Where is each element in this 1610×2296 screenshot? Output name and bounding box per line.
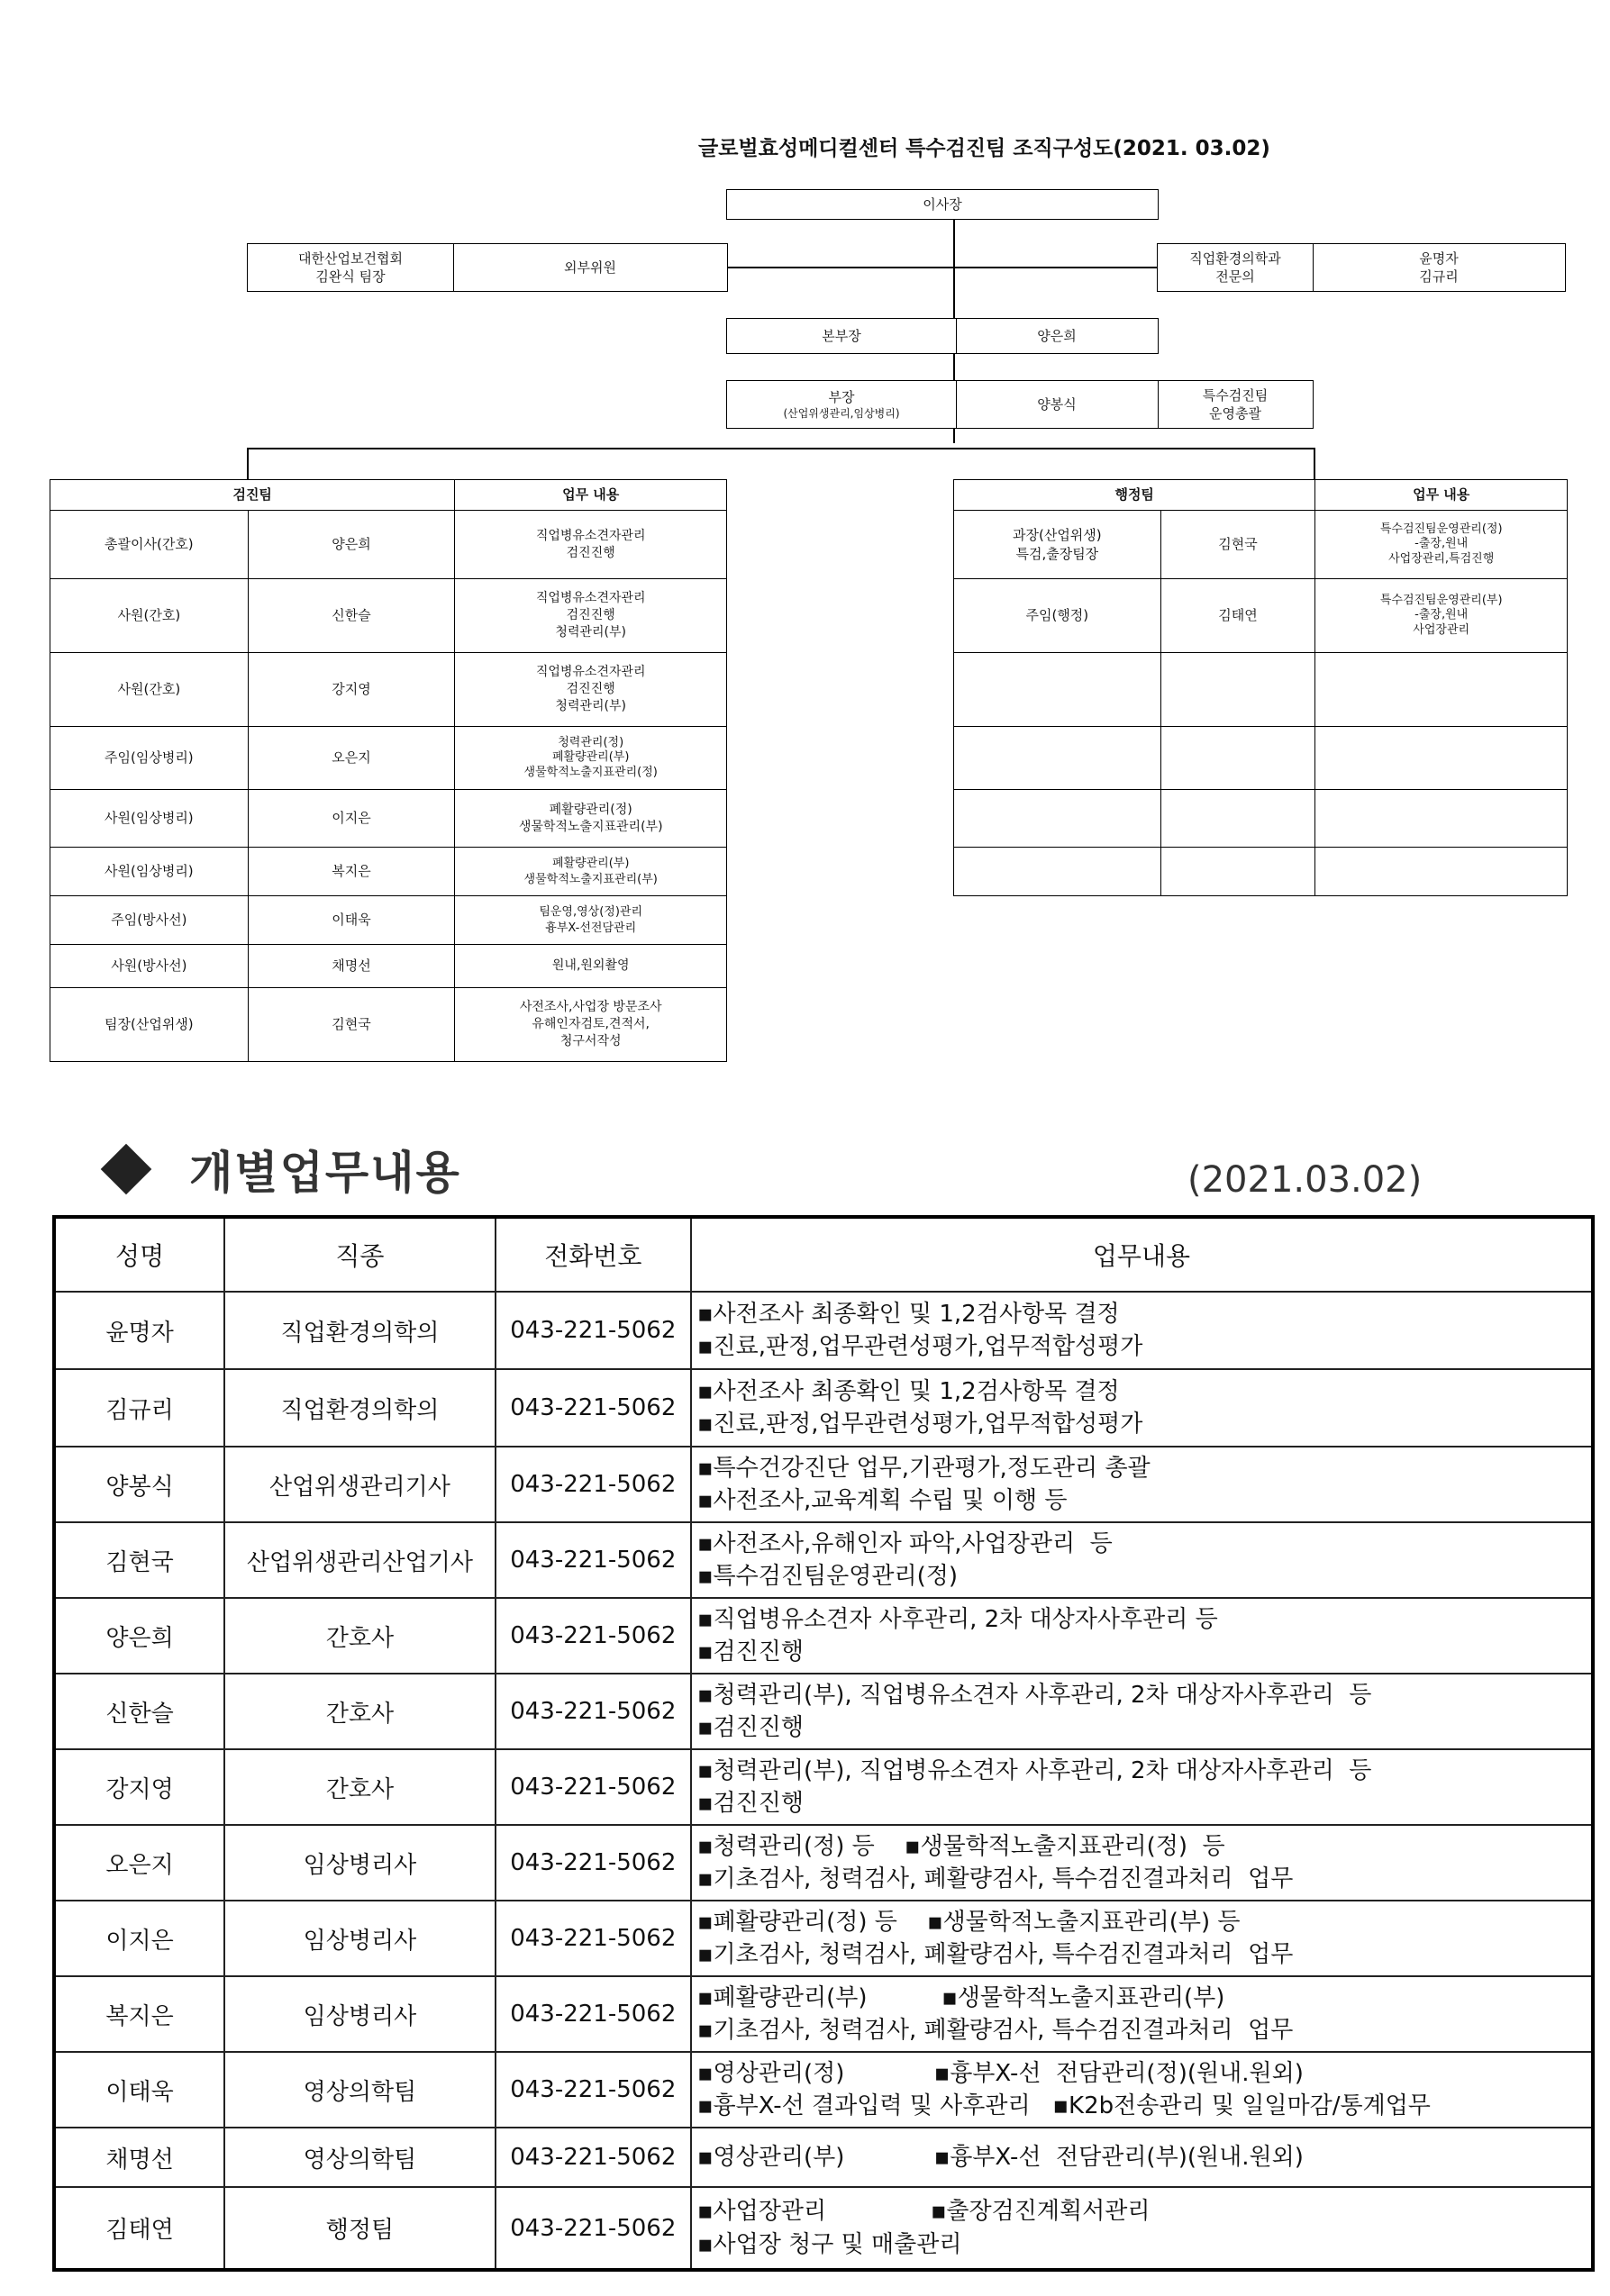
job-cell: 임상병리사 — [224, 1976, 496, 2052]
chairman-box — [726, 189, 1159, 220]
duty-cell: ▪사전조사,유해인자 파악,사업장관리 등 ▪특수검진팀운영관리(정) — [691, 1522, 1593, 1598]
job-cell: 직업환경의학의 — [224, 1292, 496, 1369]
name-cell: 오은지 — [54, 1825, 224, 1901]
duty-cell: 직업병유소견자관리 검진진행 — [455, 511, 727, 579]
table-row — [50, 579, 727, 653]
table-row — [50, 896, 727, 945]
table-row — [54, 2128, 1593, 2187]
phone-cell: 043-221-5062 — [496, 2128, 691, 2187]
phone-cell: 043-221-5062 — [496, 2052, 691, 2128]
name-cell: 채명선 — [54, 2128, 224, 2187]
division-head-box — [726, 318, 1159, 354]
position-cell: 사원(간호) — [50, 653, 249, 727]
phone-cell: 043-221-5062 — [496, 1522, 691, 1598]
duty-cell: 원내,원외촬영 — [455, 945, 727, 988]
connector-line — [247, 448, 249, 479]
table-row — [54, 1825, 1593, 1901]
name-cell: 양은희 — [248, 511, 455, 579]
chairman-label: 이사장 — [923, 195, 962, 213]
manager-box — [726, 380, 1314, 429]
table-row — [50, 653, 727, 727]
duty-cell: ▪직업병유소견자 사후관리, 2차 대상자사후관리 등 ▪검진진행 — [691, 1598, 1593, 1674]
table-row — [54, 1598, 1593, 1674]
position-cell: 사원(간호) — [50, 579, 249, 653]
table-row — [954, 653, 1568, 727]
job-cell: 임상병리사 — [224, 1825, 496, 1901]
table-row — [50, 790, 727, 848]
name-cell: 양은희 — [54, 1598, 224, 1674]
job-cell: 산업위생관리산업기사 — [224, 1522, 496, 1598]
table-row — [50, 511, 727, 579]
exam-team-header: 검진팀 — [50, 480, 455, 511]
table-row — [54, 1447, 1593, 1522]
table-row — [54, 2187, 1593, 2270]
name-cell: 김태연 — [54, 2187, 224, 2270]
duty-cell: 직업병유소견자관리 검진진행 청력관리(부) — [455, 579, 727, 653]
name-cell: 오은지 — [248, 727, 455, 790]
name-cell: 양봉식 — [54, 1447, 224, 1522]
name-cell: 신한슬 — [54, 1674, 224, 1749]
duty-cell: 청력관리(정) 폐활량관리(부) 생물학적노출지표관리(정) — [455, 727, 727, 790]
name-cell: 강지영 — [54, 1749, 224, 1825]
table-header-row — [54, 1217, 1593, 1292]
exam-team-duty-header: 업무 내용 — [455, 480, 727, 511]
job-cell: 간호사 — [224, 1749, 496, 1825]
duty-cell: 폐활량관리(부) 생물학적노출지표관리(부) — [455, 848, 727, 896]
name-cell: 이태욱 — [248, 896, 455, 945]
job-cell: 영상의학팀 — [224, 2128, 496, 2187]
position-cell: 총괄이사(간호) — [50, 511, 249, 579]
table-row — [54, 1292, 1593, 1369]
admin-team-duty-header: 업무 내용 — [1315, 480, 1568, 511]
table-row — [54, 1749, 1593, 1825]
phone-cell: 043-221-5062 — [496, 1749, 691, 1825]
advisor-names: 윤명자 김규리 — [1419, 250, 1459, 285]
phone-cell: 043-221-5062 — [496, 1976, 691, 2052]
duty-cell: 팀운영,영상(정)관리 흉부X-선전담관리 — [455, 896, 727, 945]
phone-cell: 043-221-5062 — [496, 1598, 691, 1674]
position-cell: 과장(산업위생) 특검,출장팀장 — [954, 511, 1161, 579]
table-row — [50, 988, 727, 1062]
table-row — [50, 848, 727, 896]
duty-cell: ▪사전조사 최종확인 및 1,2검사항목 결정 ▪진료,판정,업무관련성평가,업무적합성평가 — [691, 1292, 1593, 1369]
name-cell: 이지은 — [54, 1901, 224, 1976]
phone-cell: 043-221-5062 — [496, 2187, 691, 2270]
table-row — [50, 945, 727, 988]
individual-duties-table — [52, 1215, 1595, 2272]
position-cell: 주임(행정) — [954, 579, 1161, 653]
diamond-bullet-icon — [101, 1144, 152, 1195]
name-cell: 복지은 — [54, 1976, 224, 2052]
job-cell: 영상의학팀 — [224, 2052, 496, 2128]
table-row — [50, 727, 727, 790]
column-header: 성명 — [54, 1217, 224, 1292]
page-title: 글로벌효성메디컬센터 특수검진팀 조직구성도(2021. 03.02) — [698, 137, 1270, 160]
duty-cell: ▪영상관리(부) ▪흉부X-선 전담관리(부)(원내.원외) — [691, 2128, 1593, 2187]
table-row — [54, 1976, 1593, 2052]
name-cell: 김현국 — [1160, 511, 1315, 579]
division-head-name: 양은희 — [1037, 327, 1077, 344]
duty-cell: ▪청력관리(부), 직업병유소견자 사후관리, 2차 대상자사후관리 등 ▪검진진행 — [691, 1749, 1593, 1825]
advisor-specialty: 직업환경의학과 전문의 — [1189, 250, 1281, 285]
duty-cell: 폐활량관리(정) 생물학적노출지표관리(부) — [455, 790, 727, 848]
duty-cell: ▪폐활량관리(부) ▪생물학적노출지표관리(부) ▪기초검사, 청력검사, 폐활량검사, 특수검진결과처리 업무 — [691, 1976, 1593, 2052]
medical-advisor-box — [1157, 243, 1566, 292]
manager-title: 부장 — [828, 388, 855, 405]
division-head-title: 본부장 — [822, 327, 861, 344]
position-cell: 주임(방사선) — [50, 896, 249, 945]
manager-subtitle: (산업위생관리,임상병리) — [783, 407, 900, 421]
name-cell: 강지영 — [248, 653, 455, 727]
connector-line — [726, 267, 1159, 268]
table-row — [54, 1369, 1593, 1447]
job-cell: 임상병리사 — [224, 1901, 496, 1976]
section-date: (2021.03.02) — [1187, 1159, 1423, 1201]
table-row — [954, 727, 1568, 790]
position-cell: 사원(방사선) — [50, 945, 249, 988]
name-cell: 김규리 — [54, 1369, 224, 1447]
table-row — [54, 1522, 1593, 1598]
duty-cell: ▪폐활량관리(정) 등 ▪생물학적노출지표관리(부) 등 ▪기초검사, 청력검사, 폐활량검사, 특수검진결과처리 업무 — [691, 1901, 1593, 1976]
advisor-org: 대한산업보건협회 김완식 팀장 — [298, 250, 403, 285]
job-cell: 행정팀 — [224, 2187, 496, 2270]
phone-cell: 043-221-5062 — [496, 1369, 691, 1447]
column-header: 전화번호 — [496, 1217, 691, 1292]
duty-cell: 직업병유소견자관리 검진진행 청력관리(부) — [455, 653, 727, 727]
phone-cell: 043-221-5062 — [496, 1292, 691, 1369]
admin-team-table — [953, 479, 1568, 896]
job-cell: 간호사 — [224, 1598, 496, 1674]
job-cell: 직업환경의학의 — [224, 1369, 496, 1447]
job-cell: 산업위생관리기사 — [224, 1447, 496, 1522]
column-header: 직종 — [224, 1217, 496, 1292]
phone-cell: 043-221-5062 — [496, 1901, 691, 1976]
duty-cell: ▪사전조사 최종확인 및 1,2검사항목 결정 ▪진료,판정,업무관련성평가,업무적합성평가 — [691, 1369, 1593, 1447]
phone-cell: 043-221-5062 — [496, 1447, 691, 1522]
name-cell: 채명선 — [248, 945, 455, 988]
exam-team-table — [50, 479, 727, 1062]
name-cell: 김현국 — [54, 1522, 224, 1598]
name-cell: 김현국 — [248, 988, 455, 1062]
phone-cell: 043-221-5062 — [496, 1825, 691, 1901]
phone-cell: 043-221-5062 — [496, 1674, 691, 1749]
position-cell: 사원(임상병리) — [50, 848, 249, 896]
duty-cell: 사전조사,사업장 방문조사 유해인자검토,견적서, 청구서작성 — [455, 988, 727, 1062]
manager-name: 양봉식 — [1037, 395, 1077, 413]
external-advisor-box — [247, 243, 728, 292]
name-cell: 김태연 — [1160, 579, 1315, 653]
advisor-role: 외부위원 — [564, 259, 616, 276]
position-cell: 사원(임상병리) — [50, 790, 249, 848]
column-header: 업무내용 — [691, 1217, 1593, 1292]
job-cell: 간호사 — [224, 1674, 496, 1749]
table-row — [954, 511, 1568, 579]
table-row — [54, 1674, 1593, 1749]
duty-cell: 특수검진팀운영관리(부) -출장,원내 사업장관리 — [1315, 579, 1568, 653]
section-title: 개별업무내용 — [189, 1147, 461, 1199]
name-cell: 윤명자 — [54, 1292, 224, 1369]
name-cell: 이지은 — [248, 790, 455, 848]
duty-cell: ▪청력관리(부), 직업병유소견자 사후관리, 2차 대상자사후관리 등 ▪검진진행 — [691, 1674, 1593, 1749]
table-row — [954, 790, 1568, 848]
name-cell: 이태욱 — [54, 2052, 224, 2128]
duty-cell: ▪청력관리(정) 등 ▪생물학적노출지표관리(정) 등 ▪기초검사, 청력검사, 폐활량검사, 특수검진결과처리 업무 — [691, 1825, 1593, 1901]
duty-cell: 특수검진팀운영관리(정) -출장,원내 사업장관리,특검진행 — [1315, 511, 1568, 579]
name-cell: 복지은 — [248, 848, 455, 896]
duty-cell: ▪영상관리(정) ▪흉부X-선 전담관리(정)(원내.원외) ▪흉부X-선 결과입력 및 사후관리 ▪K2b전송관리 및 일일마감/통계업무 — [691, 2052, 1593, 2128]
name-cell: 신한슬 — [248, 579, 455, 653]
position-cell: 팀장(산업위생) — [50, 988, 249, 1062]
connector-line — [1314, 448, 1315, 479]
table-row — [54, 2052, 1593, 2128]
table-row — [954, 579, 1568, 653]
table-row — [954, 848, 1568, 896]
section-header — [99, 1137, 461, 1202]
duty-cell: ▪특수건강진단 업무,기관평가,정도관리 총괄 ▪사전조사,교육계획 수립 및 이행 등 — [691, 1447, 1593, 1522]
connector-line — [247, 448, 1315, 449]
table-row — [54, 1901, 1593, 1976]
duty-cell: ▪사업장관리 ▪출장검진계획서관리 ▪사업장 청구 및 매출관리 — [691, 2187, 1593, 2270]
manager-duty: 특수검진팀 운영총괄 — [1202, 386, 1269, 422]
position-cell: 주임(임상병리) — [50, 727, 249, 790]
admin-team-header: 행정팀 — [954, 480, 1315, 511]
